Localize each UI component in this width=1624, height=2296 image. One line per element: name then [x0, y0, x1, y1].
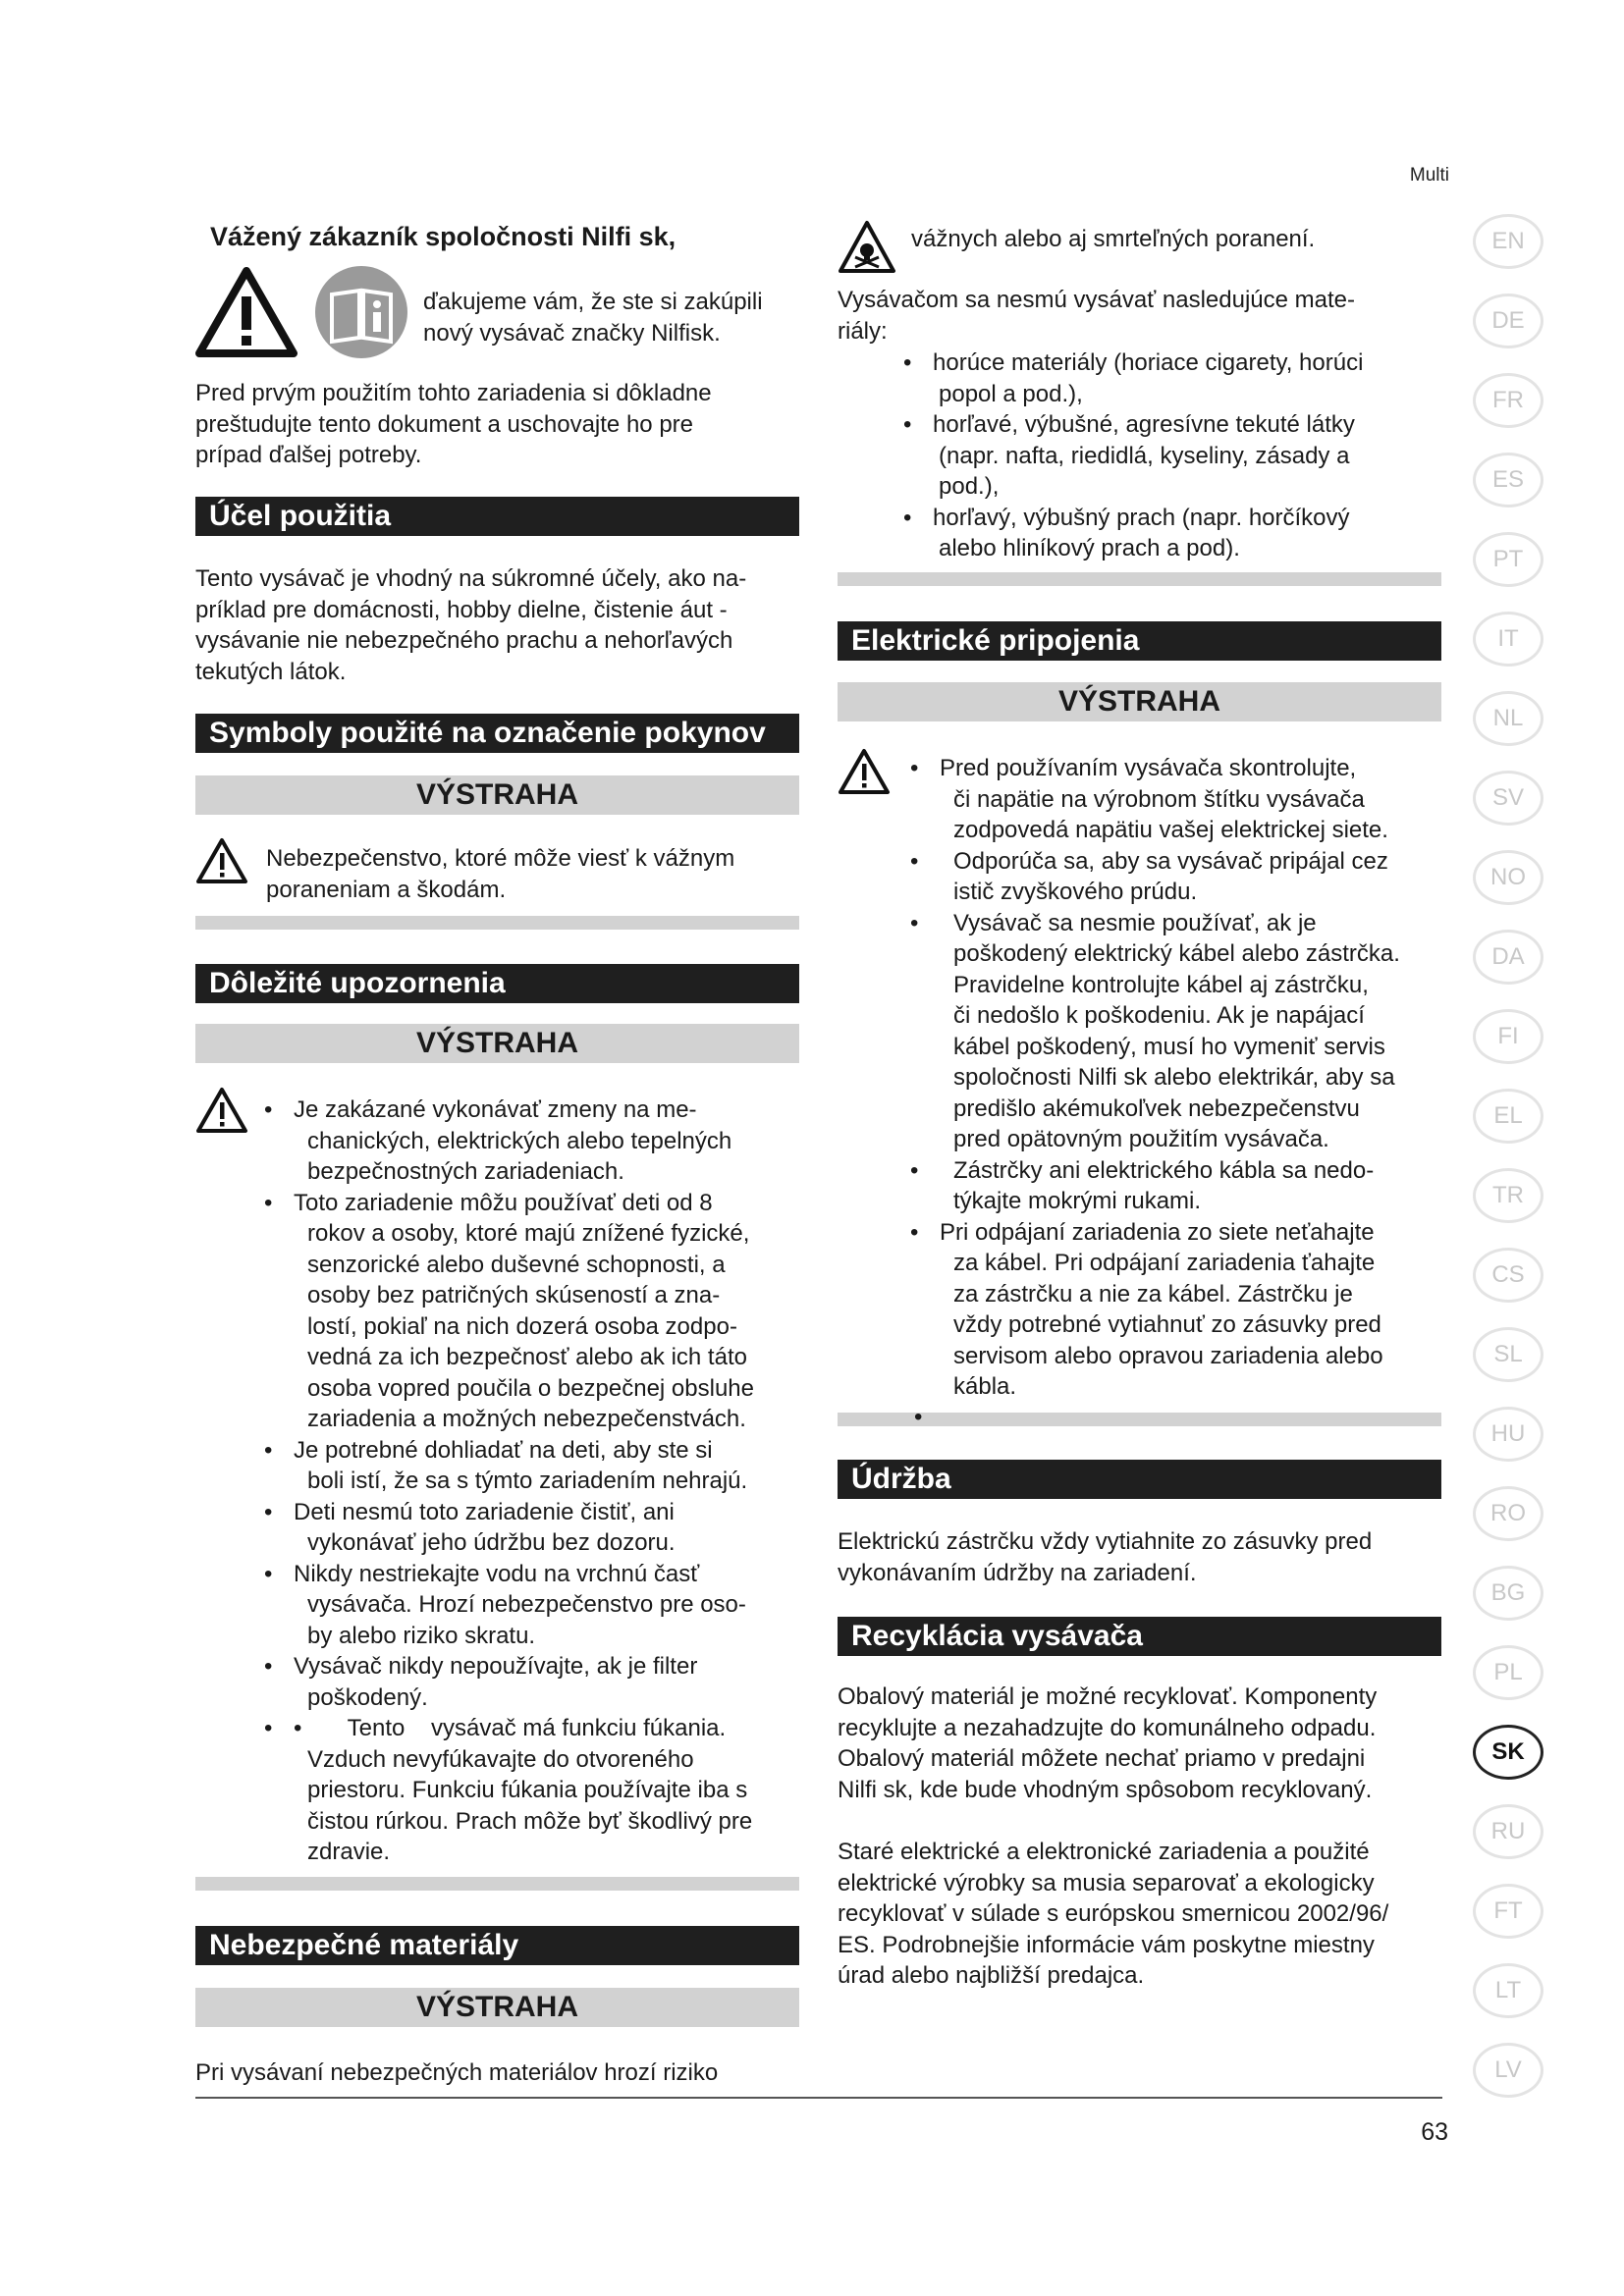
purpose-line: vysávanie nie nebezpečného prachu a nehorľavých [195, 627, 733, 654]
not-allowed-text [838, 285, 1441, 347]
recycling-line: ES. Podrobnejšie informácie vám poskytne miestny [838, 1931, 1375, 1958]
list-item [906, 908, 1456, 1155]
purpose-text [195, 563, 799, 687]
footer-rule [195, 2097, 1442, 2099]
list-line: pred opätovným použitím vysávača. [953, 1126, 1329, 1152]
list-line: • horľavé, výbušné, agresívne tekuté látky [933, 411, 1355, 438]
list-line: poškodený. [307, 1683, 428, 1711]
warning-triangle-icon [195, 837, 248, 884]
thanks-line: nový vysávač značky Nilfisk. [423, 319, 721, 347]
toxic-hazard-icon [838, 220, 896, 275]
language-tab-da[interactable]: DA [1473, 930, 1543, 985]
list-line: lostí, pokiaľ na nich dozerá osoba zodpo- [307, 1312, 737, 1340]
list-line: kábla. [953, 1373, 1017, 1400]
list-line: osoba vopred poučila o bezpečnej obsluhe [307, 1374, 755, 1402]
list-item [906, 753, 1456, 846]
language-tab-pl[interactable]: PL [1473, 1645, 1543, 1700]
list-item [260, 1559, 810, 1652]
thanks-line: ďakujeme vám, že ste si zakúpili [423, 289, 763, 315]
intro-text [195, 378, 799, 471]
recycling-heading: Recyklácia vysávača [838, 1617, 1441, 1656]
warning-triangle-icon [195, 267, 298, 357]
language-tab-pt[interactable]: PT [1473, 532, 1543, 587]
language-tab-tr[interactable]: TR [1473, 1168, 1543, 1223]
list-line: • • Tento vysávač má funkciu fúkania. [294, 1715, 727, 1741]
list-line: • Deti nesmú toto zariadenie čistiť, ani [294, 1498, 675, 1525]
symbols-text [266, 843, 816, 905]
list-line: Vzduch nevyfúkavajte do otvoreného [307, 1745, 694, 1773]
list-line: • Zástrčky ani elektrického kábla sa nedo- [953, 1156, 1375, 1184]
list-line: čistou rúrkou. Prach môže byť škodlivý pre [307, 1807, 753, 1835]
list-line: • Toto zariadenie môžu používať deti od 8 [294, 1189, 713, 1216]
list-item [260, 1497, 810, 1559]
list-line: • Je potrebné dohliadať na deti, aby ste si [294, 1436, 713, 1464]
list-line: pod.), [939, 473, 1000, 500]
list-line: • Pri odpájaní zariadenia zo siete neťahajte [940, 1218, 1375, 1246]
hazardous-heading: Nebezpečné materiály [195, 1926, 799, 1965]
list-item [899, 347, 1449, 409]
list-line: či napätie na výrobnom štítku vysávača [953, 785, 1365, 813]
list-line: poškodený elektrický kábel alebo zástrčka. [953, 940, 1400, 967]
language-tab-ro[interactable]: RO [1473, 1486, 1543, 1541]
thanks-text [423, 287, 806, 348]
list-line: • Odporúča sa, aby sa vysávač pripájal cez [953, 847, 1388, 875]
recycling-paragraph-1 [838, 1682, 1441, 1805]
list-line: rokov a osoby, ktoré majú znížené fyzické, [307, 1220, 750, 1247]
hazard-continued-text: vážnych alebo aj smrteľných poranení. [911, 226, 1316, 252]
model-label: Multi [1409, 165, 1449, 186]
list-line: zodpovedá napätiu vašej elektrickej siete. [953, 817, 1388, 843]
section-separator [838, 1413, 1441, 1426]
language-tab-el[interactable]: EL [1473, 1089, 1543, 1144]
list-item [899, 503, 1449, 564]
purpose-line: tekutých látok. [195, 658, 347, 685]
list-line: • Nikdy nestriekajte vodu na vrchnú časť [294, 1560, 700, 1587]
hazardous-text: Pri vysávaní nebezpečných materiálov hrozí riziko [195, 2059, 719, 2086]
list-line: vedná za ich bezpečnosť alebo ak ich táto [307, 1344, 747, 1370]
list-line: za zástrčku a nie za kábel. Zástrčku je [953, 1280, 1353, 1308]
language-tab-it[interactable]: IT [1473, 612, 1543, 667]
stray-bullet: • [914, 1404, 923, 1430]
list-line: vždy potrebné vytiahnuť zo zásuvky pred [953, 1311, 1381, 1338]
list-item [260, 1095, 810, 1188]
recycling-line: Staré elektrické a elektronické zariadenia a použité [838, 1839, 1370, 1865]
materials-list [899, 347, 1449, 564]
recycling-line: recyklujte a nezahadzujte do komunálneho odpadu. [838, 1714, 1377, 1741]
language-tab-ft[interactable]: FT [1473, 1884, 1543, 1939]
left-column [195, 0, 799, 2097]
maintenance-text [838, 1526, 1441, 1588]
list-item [906, 1155, 1456, 1217]
language-tab-nl[interactable]: NL [1473, 691, 1543, 746]
language-tab-de[interactable]: DE [1473, 294, 1543, 348]
recycling-line: Nilfi sk, kde bude vhodným spôsobom recyklovaný. [838, 1776, 1373, 1803]
intro-line: preštudujte tento dokument a uschovajte ho pre [195, 410, 693, 438]
list-line: bezpečnostných zariadeniach. [307, 1158, 624, 1185]
list-line: či nedošlo k poškodeniu. Ak je napájací [953, 1002, 1365, 1029]
important-heading: Dôležité upozornenia [195, 964, 799, 1003]
list-line: zdravie. [307, 1839, 391, 1865]
list-line: spoločnosti Nilfi sk alebo elektrikár, aby sa [953, 1064, 1395, 1091]
language-tab-fi[interactable]: FI [1473, 1009, 1543, 1064]
list-line: predišlo akémukoľvek nebezpečenstvu [953, 1095, 1360, 1122]
warning-triangle-icon [838, 748, 891, 795]
purpose-heading: Účel použitia [195, 497, 799, 536]
list-line: popol a pod.), [939, 380, 1083, 407]
maintenance-heading: Údržba [838, 1460, 1441, 1499]
section-separator [195, 916, 799, 930]
section-separator [838, 572, 1441, 586]
hazardous-warning-label: VÝSTRAHA [195, 1988, 799, 2027]
list-item [906, 1217, 1456, 1403]
maintenance-line: vykonávaním údržby na zariadení. [838, 1559, 1197, 1586]
list-line: • Vysávač nikdy nepoužívajte, ak je filter [294, 1653, 698, 1680]
list-line: týkajte mokrými rukami. [953, 1188, 1202, 1214]
right-column [838, 0, 1441, 2097]
list-item [906, 846, 1456, 908]
list-line: (napr. nafta, riedidlá, kyseliny, zásady a [939, 442, 1350, 469]
intro-line: prípad ďalšej potreby. [195, 442, 422, 468]
language-tab-sk[interactable]: SK [1473, 1725, 1543, 1780]
language-tab-hu[interactable]: HU [1473, 1407, 1543, 1462]
list-item [260, 1651, 810, 1713]
list-line: vykonávať jeho údržbu bez dozoru. [307, 1529, 676, 1556]
list-item [260, 1713, 810, 1868]
not-allowed-line: riály: [838, 317, 888, 345]
list-line: • Pred používaním vysávača skontrolujte, [940, 755, 1357, 781]
list-line: servisom alebo opravou zariadenia alebo [953, 1342, 1383, 1369]
symbols-line: Nebezpečenstvo, ktoré môže viesť k vážnym [266, 845, 735, 872]
list-line: senzorické alebo duševné schopnosti, a [307, 1251, 726, 1278]
language-tab-sv[interactable]: SV [1473, 771, 1543, 826]
list-line: priestoru. Funkciu fúkania používajte iba s [307, 1777, 748, 1803]
warning-triangle-icon [195, 1087, 248, 1134]
list-line: istič zvyškového prúdu. [953, 879, 1198, 905]
not-allowed-line: Vysávačom sa nesmú vysávať nasledujúce mate- [838, 287, 1356, 313]
language-tab-bg[interactable]: BG [1473, 1566, 1543, 1621]
list-line: Pravidelne kontrolujte kábel aj zástrčku, [953, 971, 1369, 998]
language-tab-en[interactable]: EN [1473, 214, 1543, 269]
language-tab-lv[interactable]: LV [1473, 2043, 1543, 2098]
recycling-line: Obalový materiál je možné recyklovať. Komponenty [838, 1683, 1378, 1710]
symbols-heading: Symboly použité na označenie pokynov [195, 714, 799, 753]
list-line: • Vysávač sa nesmie používať, ak je [953, 909, 1317, 936]
language-tab-sl[interactable]: SL [1473, 1327, 1543, 1382]
list-line: kábel poškodený, musí ho vymeniť servis [953, 1033, 1385, 1060]
intro-line: Pred prvým použitím tohto zariadenia si dôkladne [195, 380, 712, 406]
electrical-list [906, 753, 1456, 1403]
list-item [260, 1188, 810, 1435]
maintenance-line: Elektrickú zástrčku vždy vytiahnite zo zásuvky pred [838, 1528, 1373, 1555]
section-separator [195, 1877, 799, 1891]
language-tab-ru[interactable]: RU [1473, 1804, 1543, 1859]
list-line: by alebo riziko skratu. [307, 1622, 536, 1649]
recycling-paragraph-2 [838, 1837, 1441, 1992]
symbols-line: poraneniam a škodám. [266, 876, 507, 903]
read-manual-icon [314, 265, 408, 359]
important-warning-label: VÝSTRAHA [195, 1024, 799, 1063]
list-line: vysávača. Hrozí nebezpečenstvo pre oso- [307, 1591, 746, 1618]
language-tab-no[interactable]: NO [1473, 850, 1543, 905]
list-line: • Je zakázané vykonávať zmeny na me- [294, 1096, 697, 1123]
list-item [899, 409, 1449, 503]
greeting-heading: Vážený zákazník spoločnosti Nilfi sk, [210, 222, 677, 251]
electrical-heading: Elektrické pripojenia [838, 621, 1441, 661]
recycling-line: recyklovať v súlade s európskou smernicou 2002/96/ [838, 1900, 1389, 1927]
list-item [260, 1435, 810, 1497]
purpose-line: príklad pre domácnosti, hobby dielne, čistenie áut - [195, 596, 728, 623]
list-line: zariadenia a možných nebezpečenstvách. [307, 1406, 746, 1432]
recycling-line: elektrické výrobky sa musia separovať a ekologicky [838, 1869, 1375, 1896]
symbols-warning-label: VÝSTRAHA [195, 775, 799, 815]
list-line: boli istí, že sa s týmto zariadením nehrajú. [307, 1468, 748, 1494]
electrical-warning-label: VÝSTRAHA [838, 682, 1441, 721]
recycling-line: Obalový materiál môžete nechať priamo v predajni [838, 1745, 1366, 1772]
list-line: osoby bez patričných skúseností a zna- [307, 1282, 721, 1308]
page-number: 63 [1421, 2118, 1448, 2146]
purpose-line: Tento vysávač je vhodný na súkromné účely, ako na- [195, 565, 747, 592]
recycling-line: úrad alebo najbližší predajca. [838, 1962, 1145, 1989]
language-tab-fr[interactable]: FR [1473, 373, 1543, 428]
language-tab-es[interactable]: ES [1473, 453, 1543, 507]
list-line: alebo hliníkový prach a pod). [939, 535, 1240, 561]
list-line: • horúce materiály (horiace cigarety, horúci [933, 349, 1364, 376]
language-tab-lt[interactable]: LT [1473, 1963, 1543, 2018]
important-list [260, 1095, 810, 1868]
list-line: chanických, elektrických alebo tepelných [307, 1127, 732, 1154]
language-tab-cs[interactable]: CS [1473, 1248, 1543, 1303]
list-line: za kábel. Pri odpájaní zariadenia ťahajte [953, 1250, 1376, 1276]
list-line: • horľavý, výbušný prach (napr. horčíkový [933, 504, 1350, 531]
